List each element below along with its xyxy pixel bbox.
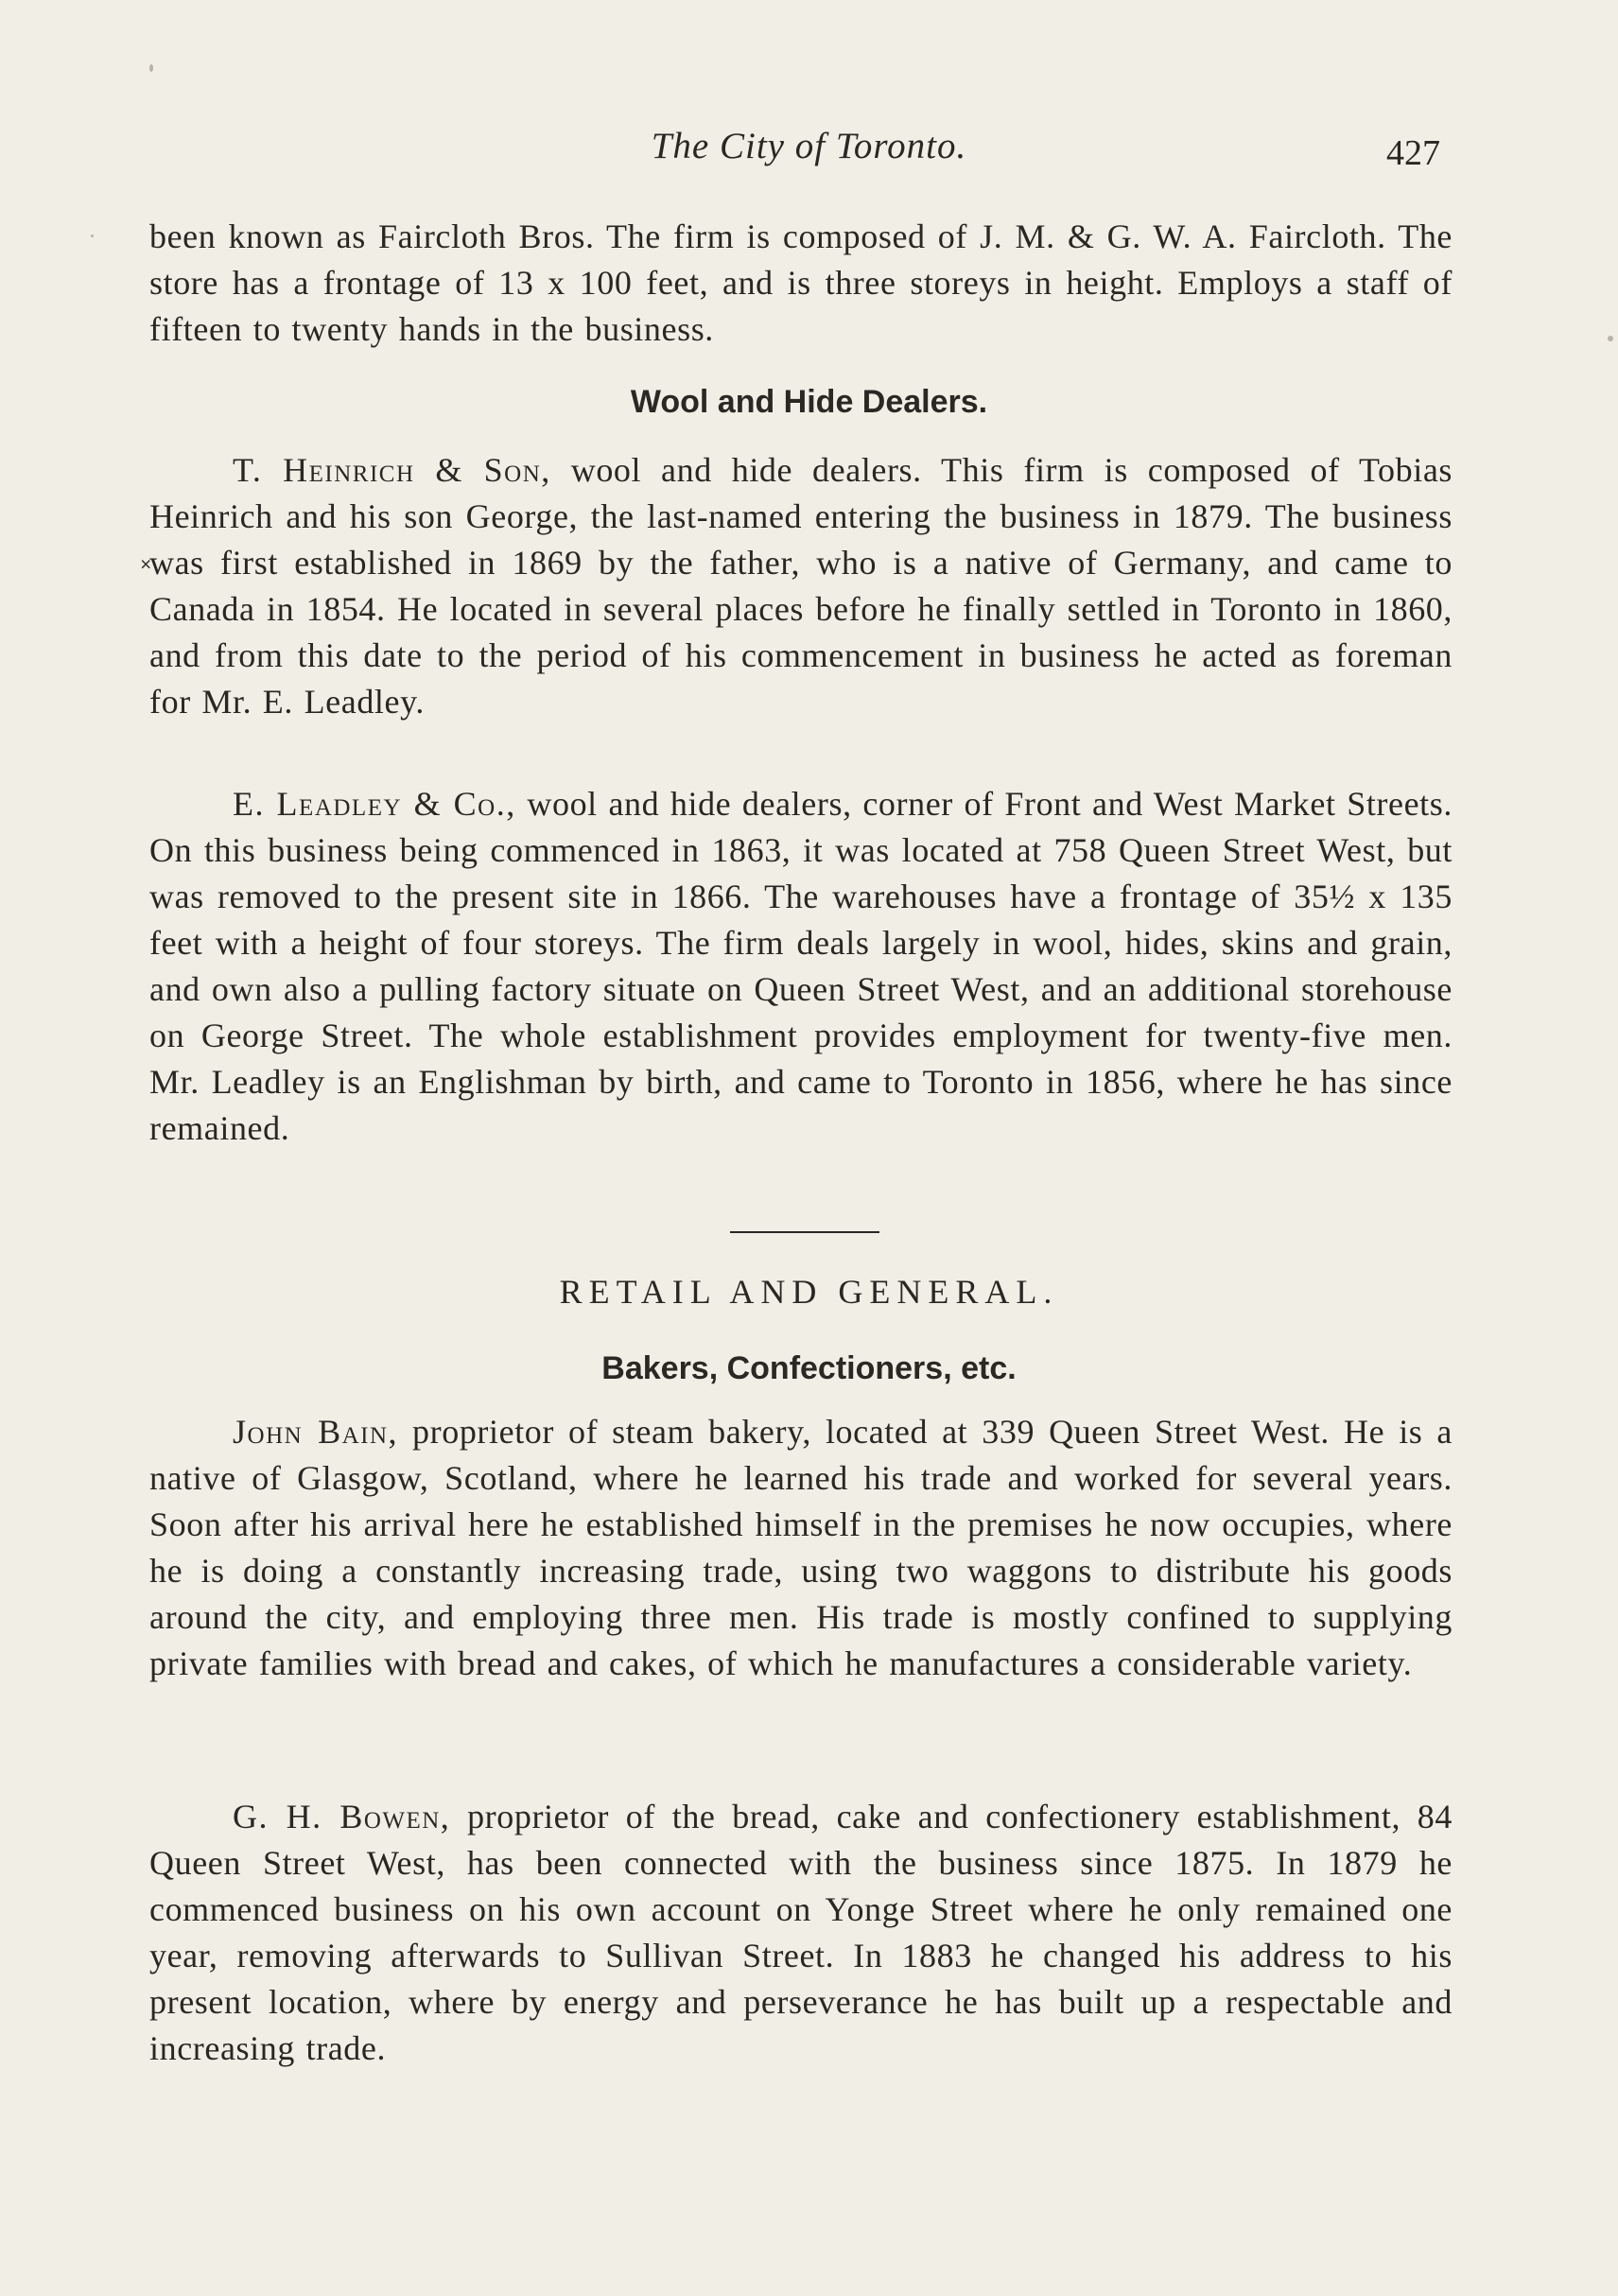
bowen-name: G. H. Bowen, — [233, 1798, 451, 1835]
heinrich-paragraph-block — [149, 447, 1453, 725]
heinrich-text: wool and hide dealers. This firm is composed of Tobias Heinrich and his son George, the last-named entering the business in 1879. The business was first established in 1869 by the father, who is a native of Germany, and came to Canada in 1854. He located in several places before he finally settled in Toronto in 1860, and from this date to the period of his commencement in business he acted as foreman for Mr. E. Leadley. — [149, 451, 1453, 721]
section-divider — [730, 1231, 879, 1233]
leadley-paragraph — [149, 781, 1453, 1152]
speck — [91, 235, 94, 237]
bowen-paragraph — [149, 1794, 1453, 2072]
heinrich-name: T. Heinrich & Son, — [233, 451, 551, 489]
faircloth-paragraph-block — [149, 214, 1453, 353]
page-number: 427 — [1386, 133, 1440, 173]
bain-name: John Bain, — [233, 1413, 399, 1451]
bowen-text: proprietor of the bread, cake and confectionery establishment, 84 Queen Street West, has been connected with the business since 1875. In 1879 he commenced business on his own account on Yonge Street where he only remained one year, removing afterwards to Sullivan Street. In 1883 he changed his address to his present location, where by energy and perseverance he has built up a respectable and increasing trade. — [149, 1798, 1453, 2067]
wool-hide-heading: Wool and Hide Dealers. — [630, 384, 988, 420]
speck — [1608, 336, 1613, 341]
bakers-heading: Bakers, Confectioners, etc. — [601, 1350, 1017, 1386]
running-title: The City of Toronto. — [651, 126, 967, 166]
leadley-name: E. Leadley & Co., — [233, 785, 516, 823]
bain-text: proprietor of steam bakery, located at 339 Queen Street West. He is a native of Glasgow, Scotland, where he learned his trade and worked for several years. Soon after his arrival here he established himself in the premises he now occupies, where he is doing a constantly increasing trade, using two waggons to distribute his goods around the city, and employing three men. His trade is mostly confined to supplying private families with bread and cakes, of which he manufactures a considerable variety. — [149, 1413, 1453, 1682]
bain-paragraph — [149, 1409, 1453, 1687]
leadley-paragraph-block — [149, 781, 1453, 1152]
section-heading: RETAIL AND GENERAL. — [559, 1273, 1059, 1311]
bowen-paragraph-block — [149, 1794, 1453, 2072]
margin-mark: × — [140, 552, 152, 576]
running-head — [0, 125, 1618, 182]
bain-paragraph-block — [149, 1409, 1453, 1687]
faircloth-paragraph: been known as Faircloth Bros. The firm is composed of J. M. & G. W. A. Faircloth. The store has a frontage of 13 x 100 feet, and is three storeys in height. Employs a staff of fifteen to twenty hands in the business. — [149, 217, 1453, 348]
leadley-text: wool and hide dealers, corner of Front and West Market Streets. On this business being commenced in 1863, it was located at 758 Queen Street West, but was removed to the present site in 1866. The warehouses have a frontage of 35½ x 135 feet with a height of four storeys. The firm deals largely in wool, hides, skins and grain, and own also a pulling factory situate on Queen Street West, and an additional storehouse on George Street. The whole establishment provides employment for twenty-five men. Mr. Leadley is an Englishman by birth, and came to Toronto in 1856, where he has since remained. — [149, 785, 1453, 1147]
heinrich-paragraph — [149, 447, 1453, 725]
speck — [149, 64, 153, 72]
